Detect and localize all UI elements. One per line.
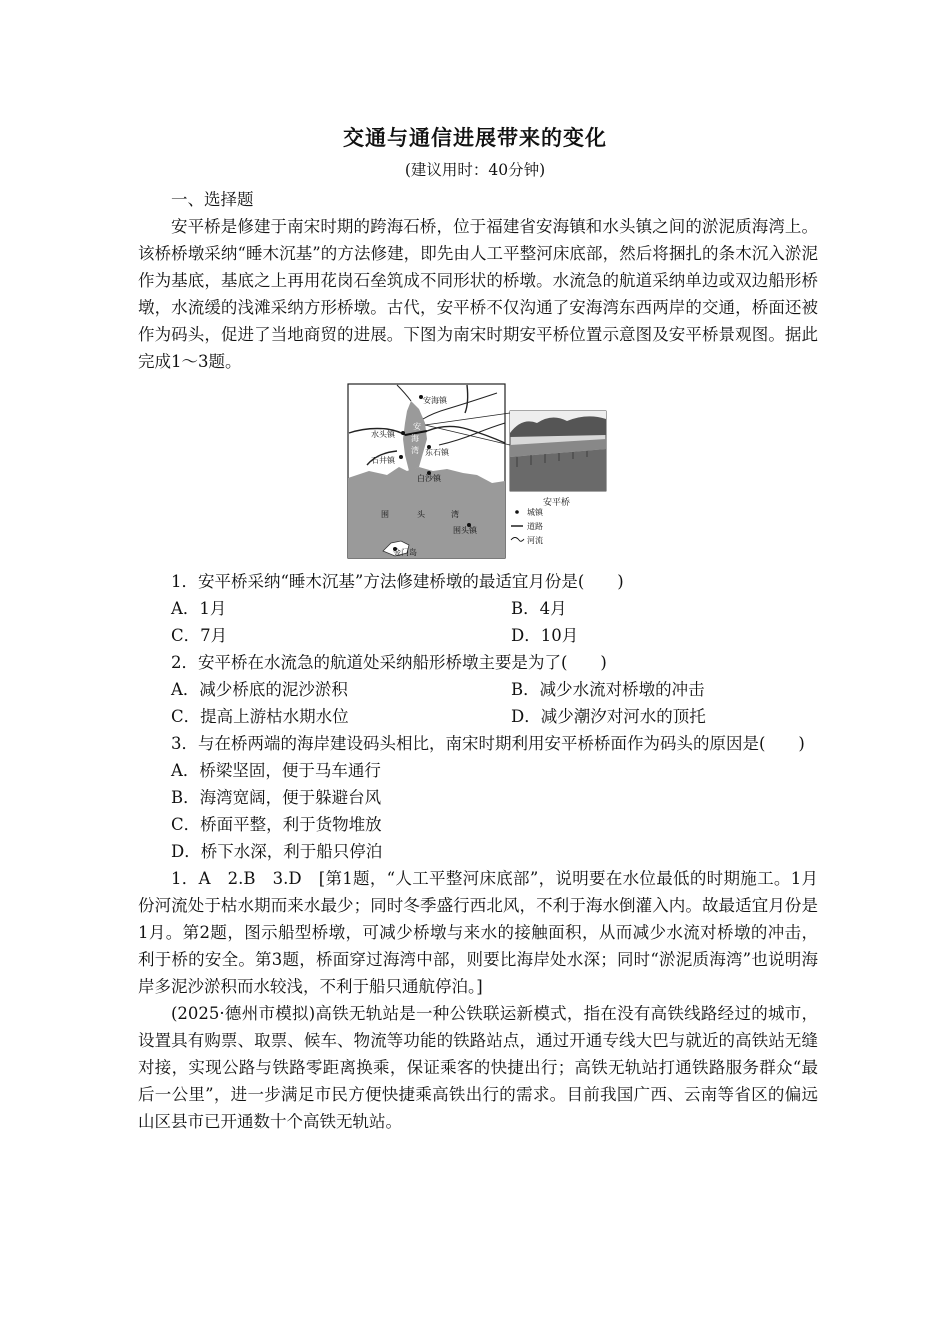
- question-1-stem: 1．安平桥采纳“睡木沉基”方法修建桥墩的最适宜月份是( ): [171, 572, 624, 591]
- section-heading: 一、选择题: [171, 190, 254, 209]
- map-label-bay-1: 安: [413, 422, 421, 431]
- town-dot: [399, 455, 403, 459]
- map-label-dongshi: 东石镇: [425, 448, 449, 457]
- legend-town: 城镇: [527, 508, 543, 517]
- option-2c: C．提高上游枯水期水位: [171, 707, 349, 726]
- map-label-bay-2: 海: [411, 434, 419, 443]
- map-label-shuitou: 水头镇: [371, 430, 395, 439]
- map-label-weitou-2: 头: [417, 510, 425, 519]
- map-label-anhai: 安海镇: [423, 396, 447, 405]
- question-2-stem: 2．安平桥在水流急的航道处采纳船形桥墩主要是为了( ): [171, 653, 607, 672]
- map-label-bay-3: 湾: [411, 446, 419, 455]
- question-2-options: [138, 703, 818, 730]
- map-figure: [347, 383, 607, 560]
- option-2b: B．减少水流对桥墩的冲击: [511, 680, 705, 699]
- question-2-options: [138, 676, 818, 703]
- map-label-weitou-3: 湾: [451, 510, 459, 519]
- map-legend: [511, 507, 544, 545]
- questions-block: [138, 568, 818, 1135]
- map-label-baisha: 白沙镇: [417, 474, 441, 483]
- question-1-options: [138, 622, 818, 649]
- option-2a: A．减少桥底的泥沙淤积: [171, 680, 348, 699]
- option-3c: C．桥面平整，利于货物堆放: [171, 815, 382, 834]
- page-title: 交通与通信进展带来的变化: [343, 125, 607, 150]
- question-1-options: [138, 595, 818, 622]
- bridge-photo: [510, 411, 606, 491]
- map-label-jinmen: 金门岛: [393, 548, 417, 557]
- answer-explanation: 1．A 2.B 3.D [第1题，“人工平整河床底部”，说明要在水位最低的时期施工。1月份河流处于枯水期而来水最少；同时冬季盛行西北风，不利于海水倒灌入内。故最适宜月份是1月。第2题，图示船型桥墩，可减少桥墩与来水的接触面积，从而减少水流对桥墩的冲击，利于桥的安全。第3题，桥面穿过海湾中部，则要比海岸处水深；同时“淤泥质海湾”也说明海岸多泥沙淤积而水较浅，不利于船只通航停泊。]: [138, 869, 818, 996]
- option-3d: D．桥下水深，利于船只停泊: [171, 842, 383, 861]
- time-hint: (建议用时：40分钟): [404, 161, 546, 179]
- option-2d: D．减少潮汐对河水的顶托: [511, 707, 706, 726]
- passage-1: 安平桥是修建于南宋时期的跨海石桥，位于福建省安海镇和水头镇之间的淤泥质海湾上。该桥桥墩采纳“睡木沉基”的方法修建，即先由人工平整河床底部，然后将捆扎的条木沉入淤泥作为基底，基底之上再用花岗石垒筑成不同形状的桥墩。水流急的航道采纳单边或双边船形桥墩，水流缓的浅滩采纳方形桥墩。古代，安平桥不仅沟通了安海湾东西两岸的交通，桥面还被作为码头，促进了当地商贸的进展。下图为南宋时期安平桥位置示意图及安平桥景观图。据此完成1～3题。: [138, 217, 818, 371]
- option-3b: B．海湾宽阔，便于躲避台风: [171, 788, 382, 807]
- option-3a: A．桥梁坚固，便于马车通行: [171, 761, 381, 780]
- map-label-weitou-1: 围: [381, 510, 389, 519]
- town-dot: [401, 431, 405, 435]
- option-1b: B．4月: [511, 599, 567, 618]
- passage-2: (2025·德州市模拟)高铁无轨站是一种公铁联运新模式，指在没有高铁线路经过的城市，设置具有购票、取票、候车、物流等功能的铁路站点，通过开通专线大巴与就近的高铁站无缝对接，实现公路与铁路零距离换乘，保证乘客的快捷出行；高铁无轨站打通铁路服务群众“最后一公里”，进一步满足市民方便快捷乘高铁出行的需求。目前我国广西、云南等省区的偏远山区县市已开通数十个高铁无轨站。: [138, 1004, 818, 1131]
- map-label-shijing: 石井镇: [371, 456, 395, 465]
- legend-river-symbol: [511, 538, 524, 542]
- option-1a: A．1月: [171, 599, 227, 618]
- legend-road: 道路: [527, 522, 543, 531]
- photo-caption: 安平桥: [543, 498, 571, 508]
- option-1c: C．7月: [171, 626, 228, 645]
- map-label-weitou-town: 围头镇: [453, 526, 477, 535]
- legend-town-symbol: [515, 510, 519, 514]
- intro-block: [138, 186, 818, 375]
- question-3-stem: 3．与在桥两端的海岸建设码头相比，南宋时期利用安平桥桥面作为码头的原因是( ): [171, 734, 805, 753]
- legend-river: 河流: [527, 536, 543, 545]
- option-1d: D．10月: [511, 626, 579, 645]
